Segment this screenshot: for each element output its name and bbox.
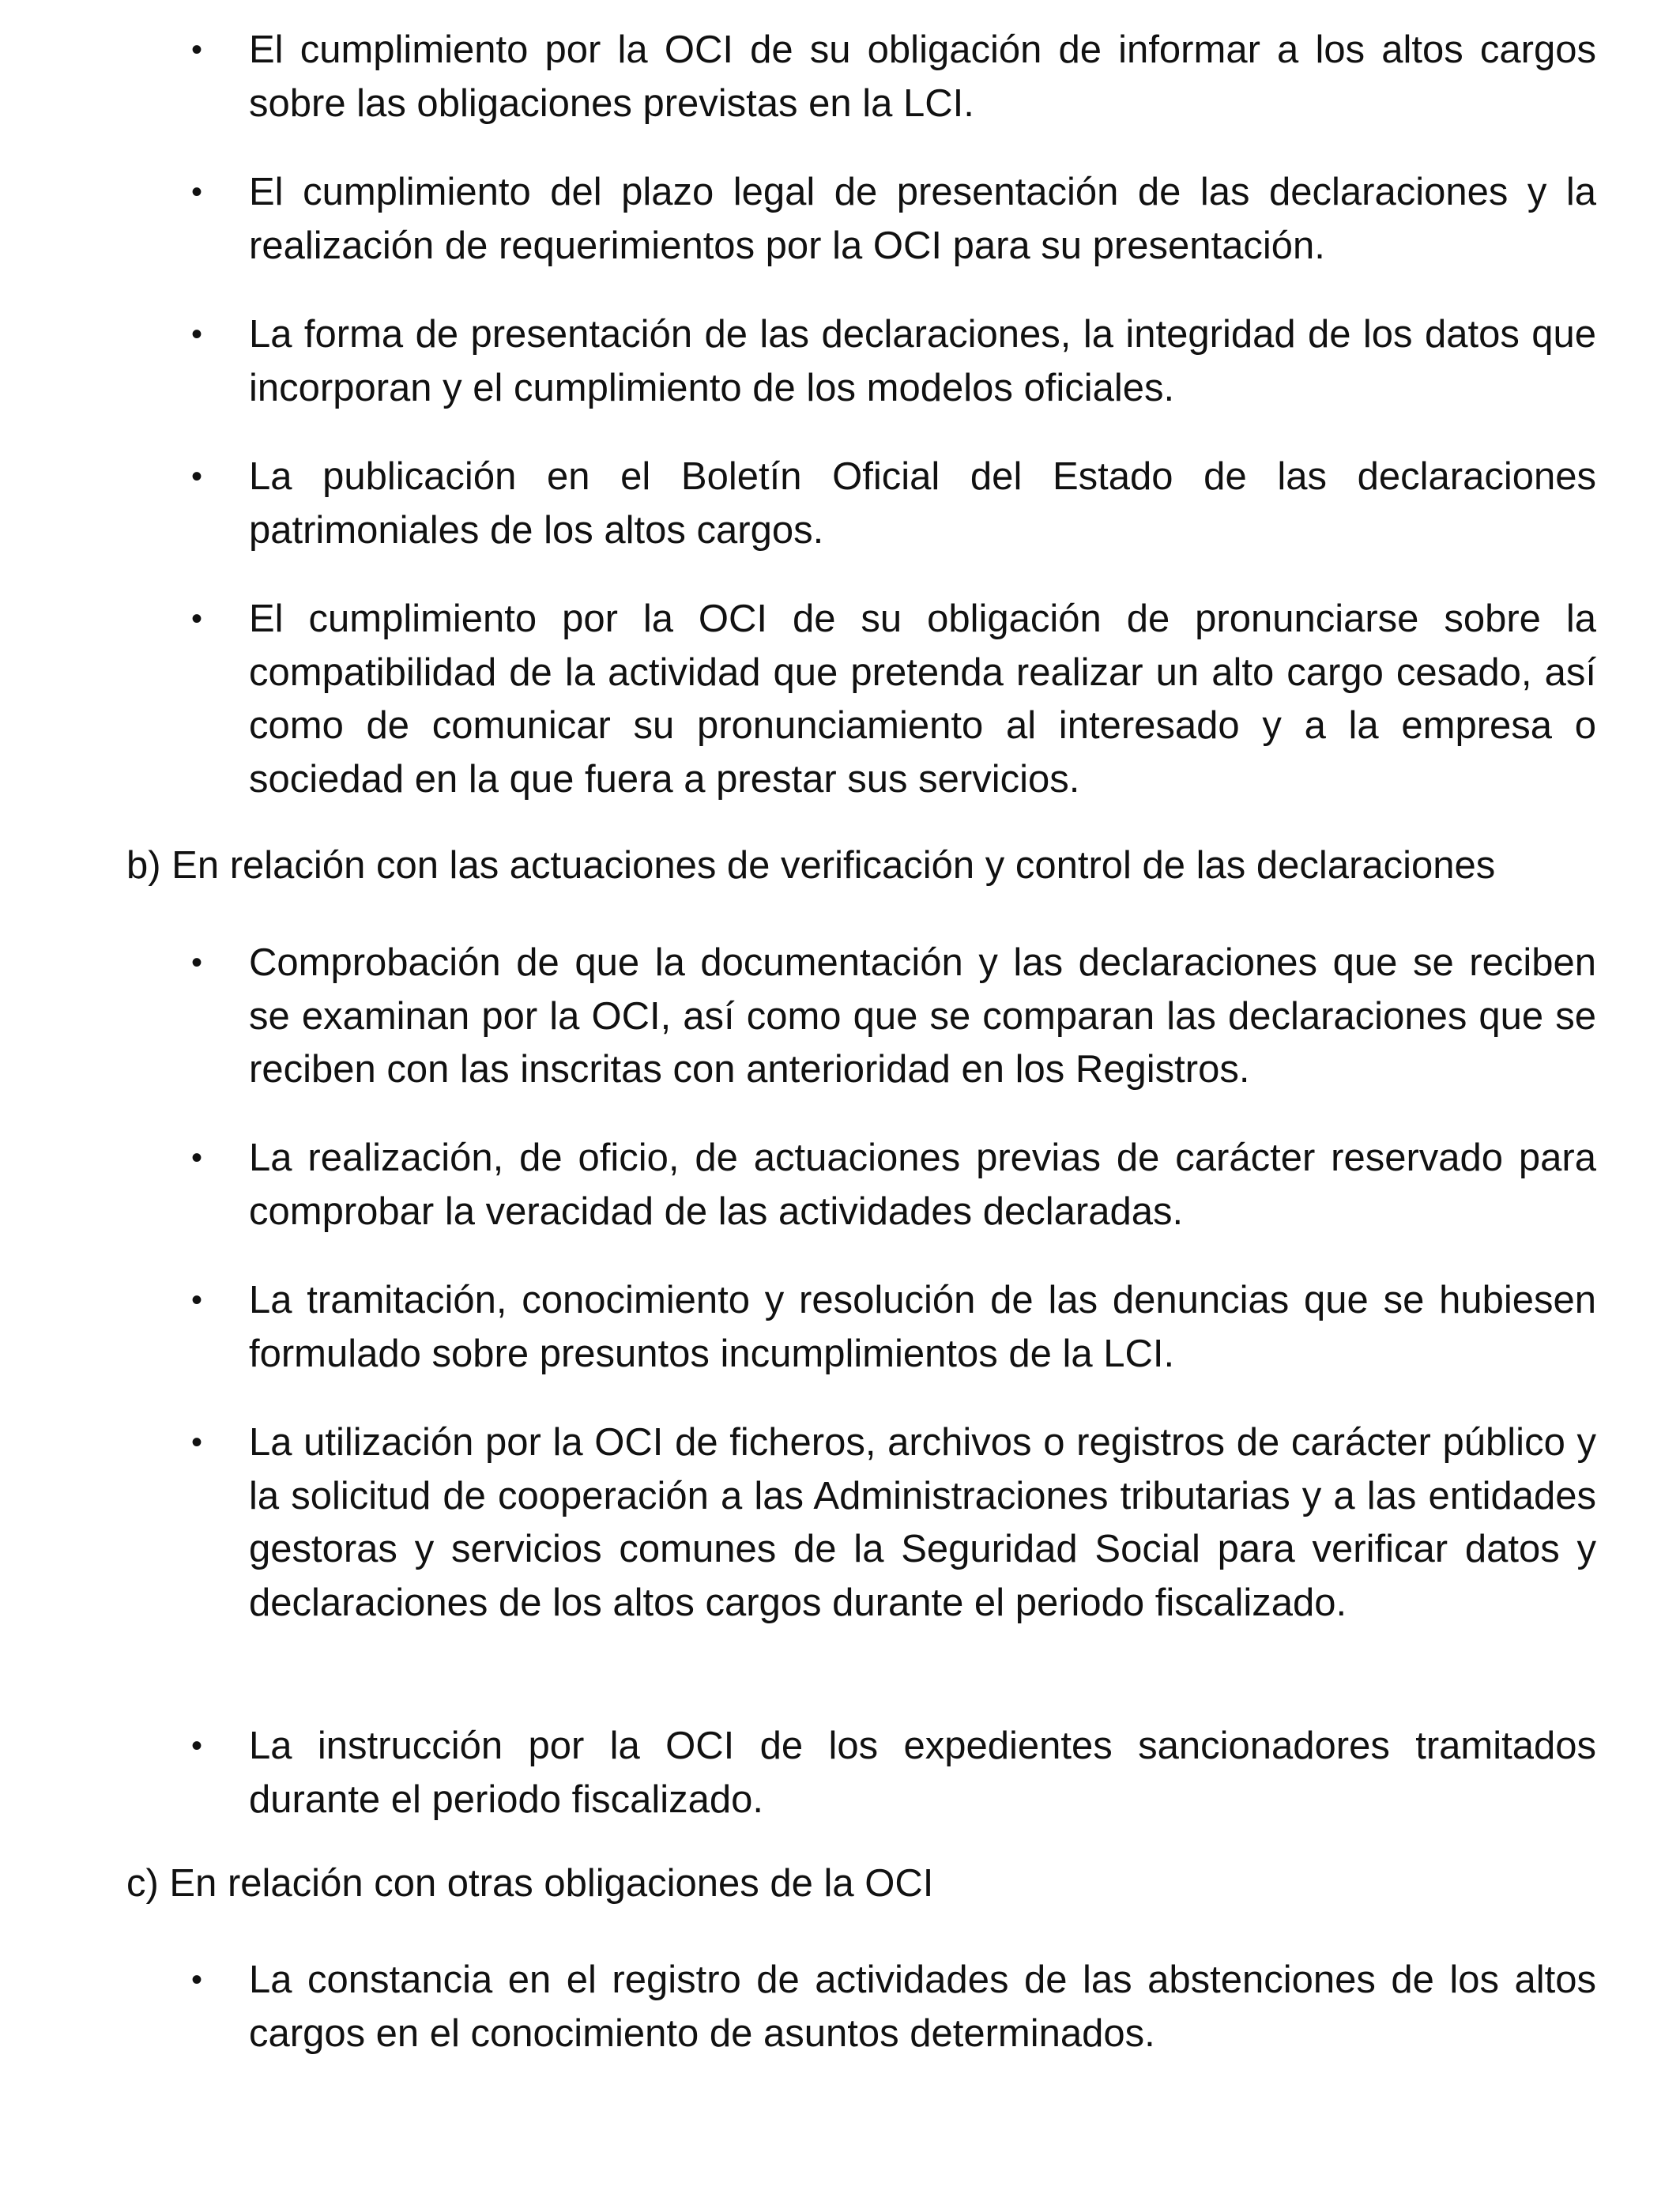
bullet-icon: • — [191, 1283, 203, 1318]
list-item-text: Comprobación de que la documentación y las declaraciones que se reciben se examinan por la OCI, así como que se comparan las declaraciones que se reciben con las inscritas con anterioridad en los Registros. — [249, 941, 1596, 1091]
bullet-icon: • — [191, 1425, 203, 1460]
section-a-item-2 — [0, 166, 1680, 273]
section-b-item-3 — [0, 1274, 1680, 1381]
section-a-item-4 — [0, 450, 1680, 557]
list-item-text: El cumplimiento del plazo legal de presentación de las declaraciones y la realización de requerimientos por la OCI para su presentación. — [249, 171, 1596, 267]
bullet-icon: • — [191, 317, 203, 352]
list-item-text: La forma de presentación de las declaraciones, la integridad de los datos que incorporan y el cumplimiento de los modelos oficiales. — [249, 313, 1596, 409]
section-a-item-5 — [0, 593, 1680, 806]
list-item-text: La utilización por la OCI de ficheros, archivos o registros de carácter público y la solicitud de cooperación a las Administraciones tributarias y a las entidades gestoras y servicios comunes de la Seguridad Social para verificar datos y declaraciones de los altos cargos durante el periodo fiscalizado. — [249, 1421, 1596, 1624]
section-b-item-5 — [0, 1720, 1680, 1826]
bullet-icon: • — [191, 175, 203, 209]
list-item-text: El cumplimiento por la OCI de su obligación de pronunciarse sobre la compatibilidad de la actividad que pretenda realizar un alto cargo cesado, así como de comunicar su pronunciamiento al interesado y a la empresa o sociedad en la que fuera a prestar sus servicios. — [249, 598, 1596, 801]
bullet-icon: • — [191, 945, 203, 980]
list-item-text: El cumplimiento por la OCI de su obligación de informar a los altos cargos sobre las obligaciones previstas en la LCI. — [249, 28, 1596, 125]
bullet-icon: • — [191, 1140, 203, 1175]
bullet-icon: • — [191, 601, 203, 636]
bullet-icon: • — [191, 1728, 203, 1763]
section-b-item-4 — [0, 1416, 1680, 1630]
section-b-item-2 — [0, 1132, 1680, 1238]
list-item-text: La instrucción por la OCI de los expedientes sancionadores tramitados durante el periodo fiscalizado. — [249, 1725, 1596, 1821]
section-c-heading: c) En relación con otras obligaciones de la OCI — [126, 1862, 934, 1905]
bullet-icon: • — [191, 459, 203, 494]
section-c-item-1 — [0, 1954, 1680, 2060]
section-b-item-1 — [0, 937, 1680, 1097]
bullet-icon: • — [191, 32, 203, 67]
bullet-icon: • — [191, 1962, 203, 1997]
list-item-text: La tramitación, conocimiento y resolución de las denuncias que se hubiesen formulado sobre presuntos incumplimientos de la LCI. — [249, 1279, 1596, 1375]
list-item-text: La realización, de oficio, de actuaciones previas de carácter reservado para comprobar la veracidad de las actividades declaradas. — [249, 1137, 1596, 1233]
section-a-item-1 — [0, 24, 1680, 130]
list-item-text: La publicación en el Boletín Oficial del Estado de las declaraciones patrimoniales de los altos cargos. — [249, 455, 1596, 552]
list-item-text: La constancia en el registro de actividades de las abstenciones de los altos cargos en el conocimiento de asuntos determinados. — [249, 1958, 1596, 2055]
section-b-heading: b) En relación con las actuaciones de verificación y control de las declaraciones — [126, 844, 1496, 887]
section-a-item-3 — [0, 308, 1680, 415]
